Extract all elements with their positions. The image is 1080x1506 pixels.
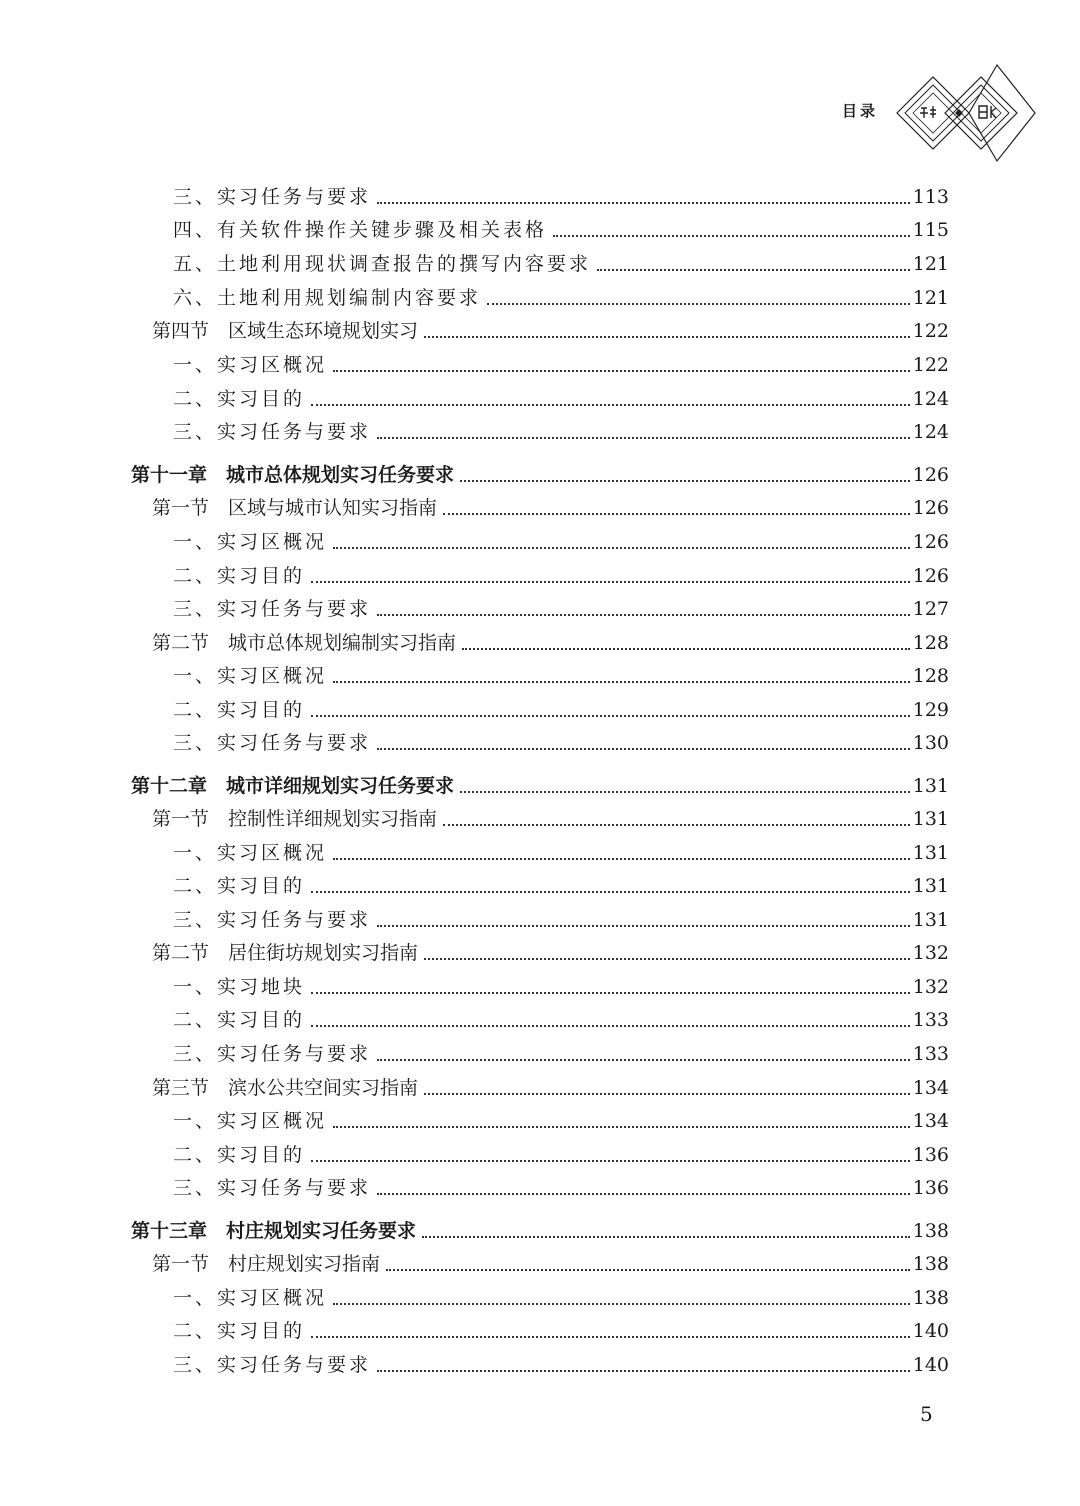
toc-entry-title: 一、实习地块 (173, 976, 306, 998)
toc-entry (0, 1249, 1080, 1279)
toc-entry-page: 126 (912, 464, 949, 486)
toc-entry-page: 140 (912, 1354, 949, 1376)
toc-entry-page: 121 (912, 253, 949, 275)
dot-leader (462, 648, 910, 650)
dot-leader (422, 1236, 910, 1238)
dot-leader (443, 824, 910, 826)
toc-entry (0, 1283, 1080, 1313)
toc-entry (0, 1005, 1080, 1035)
toc-entry (0, 871, 1080, 901)
toc-entry-title: 第四节 区域生态环境规划实习 (152, 320, 419, 342)
toc-entry (0, 695, 1080, 725)
toc-entry-title: 第一节 区域与城市认知实习指南 (152, 497, 438, 519)
toc-entry-page: 128 (912, 665, 949, 687)
toc-entry-page: 132 (912, 942, 949, 964)
toc-entry-page: 134 (912, 1077, 949, 1099)
toc-entry-title: 第十二章 城市详细规划实习任务要求 (131, 775, 455, 797)
dot-leader (424, 336, 910, 338)
toc-entry (0, 1140, 1080, 1170)
toc-entry-title: 三、实习任务与要求 (173, 421, 372, 443)
toc-entry-title: 第十一章 城市总体规划实习任务要求 (131, 464, 455, 486)
toc-entry (0, 1173, 1080, 1203)
toc-entry-title: 一、实习区概况 (173, 842, 328, 864)
toc-entry (0, 938, 1080, 968)
dot-leader (311, 581, 910, 583)
dot-leader (377, 202, 910, 204)
toc-entry-title: 一、实习区概况 (173, 1110, 328, 1132)
toc-entry-title: 二、实习目的 (173, 565, 306, 587)
toc-entry-title: 三、实习任务与要求 (173, 1177, 372, 1199)
toc-entry-title: 三、实习任务与要求 (173, 1354, 372, 1376)
toc-entry (0, 1350, 1080, 1380)
toc-entry-title: 三、实习任务与要求 (173, 1043, 372, 1065)
toc-entry (0, 384, 1080, 414)
toc-entry (0, 661, 1080, 691)
dot-leader (333, 681, 910, 683)
toc-entry-title: 二、实习目的 (173, 875, 306, 897)
toc-entry-title: 第二节 居住街坊规划实习指南 (152, 942, 419, 964)
dot-leader (377, 614, 910, 616)
toc-entry-title: 一、实习区概况 (173, 354, 328, 376)
toc-entry-title: 第二节 城市总体规划编制实习指南 (152, 632, 457, 654)
toc-entry-page: 126 (912, 531, 949, 553)
dot-leader (377, 925, 910, 927)
toc-entry-page: 136 (912, 1177, 949, 1199)
dot-leader (460, 480, 910, 482)
dot-leader (377, 1193, 910, 1195)
dot-leader (553, 235, 910, 237)
dot-leader (597, 269, 910, 271)
toc-entry-page: 138 (912, 1287, 949, 1309)
toc-entry (0, 905, 1080, 935)
toc-entry (0, 493, 1080, 523)
toc-entry-title: 一、实习区概况 (173, 531, 328, 553)
toc-entry-page: 131 (912, 842, 949, 864)
toc-entry-page: 126 (912, 565, 949, 587)
dot-leader (311, 1025, 910, 1027)
toc-entry (0, 249, 1080, 279)
toc-entry (0, 350, 1080, 380)
toc-entry (0, 1073, 1080, 1103)
toc-entry-title: 第一节 村庄规划实习指南 (152, 1253, 381, 1275)
toc-entry-page: 126 (912, 497, 949, 519)
toc-entry (0, 628, 1080, 658)
toc-entry-title: 四、有关软件操作关键步骤及相关表格 (173, 219, 548, 241)
toc-entry (0, 460, 1080, 490)
toc-entry-page: 133 (912, 1043, 949, 1065)
toc-entry (0, 561, 1080, 591)
toc-entry (0, 1316, 1080, 1346)
toc-entry (0, 316, 1080, 346)
toc-entry (0, 1039, 1080, 1069)
dot-leader (386, 1269, 910, 1271)
toc-entry-page: 134 (912, 1110, 949, 1132)
dot-leader (311, 1336, 910, 1338)
dot-leader (311, 1160, 910, 1162)
dot-leader (311, 992, 910, 994)
toc-entry (0, 182, 1080, 212)
toc-entry-page: 129 (912, 699, 949, 721)
running-header-label: 目录 (842, 102, 879, 120)
dot-leader (460, 791, 910, 793)
dot-leader (377, 437, 910, 439)
toc-entry-page: 133 (912, 1009, 949, 1031)
toc-entry-page: 122 (912, 354, 949, 376)
toc-entry-page: 132 (912, 976, 949, 998)
toc-entry-page: 138 (912, 1220, 949, 1242)
toc-entry-title: 六、土地利用规划编制内容要求 (173, 287, 482, 309)
toc-entry-title: 一、实习区概况 (173, 1287, 328, 1309)
toc-entry (0, 804, 1080, 834)
toc-entry-page: 131 (912, 875, 949, 897)
toc-entry-title: 三、实习任务与要求 (173, 186, 372, 208)
toc-entry (0, 771, 1080, 801)
dot-leader (333, 858, 910, 860)
toc-entry-title: 二、实习目的 (173, 1320, 306, 1342)
toc-entry (0, 728, 1080, 758)
toc-entry-page: 136 (912, 1144, 949, 1166)
dot-leader (424, 1093, 910, 1095)
toc-entry (0, 417, 1080, 447)
toc-entry-page: 140 (912, 1320, 949, 1342)
toc-entry-page: 131 (912, 775, 949, 797)
toc-entry (0, 215, 1080, 245)
toc-entry-page: 138 (912, 1253, 949, 1275)
toc-entry (0, 838, 1080, 868)
toc-entry-page: 124 (912, 388, 949, 410)
toc-entry (0, 594, 1080, 624)
toc-entry (0, 283, 1080, 313)
page-number: 5 (920, 1402, 933, 1426)
dot-leader (333, 370, 910, 372)
toc-entry-page: 121 (912, 287, 949, 309)
dot-leader (487, 303, 910, 305)
toc-entry-page: 127 (912, 598, 949, 620)
dot-leader (424, 958, 910, 960)
toc-entry-title: 二、实习目的 (173, 1009, 306, 1031)
toc-entry-page: 115 (912, 219, 949, 241)
toc-entry-title: 三、实习任务与要求 (173, 732, 372, 754)
dot-leader (311, 404, 910, 406)
toc-entry-title: 第十三章 村庄规划实习任务要求 (131, 1220, 417, 1242)
toc-entry-page: 122 (912, 320, 949, 342)
dot-leader (333, 1126, 910, 1128)
dot-leader (333, 1303, 910, 1305)
toc-entry-page: 128 (912, 632, 949, 654)
dot-leader (377, 1370, 910, 1372)
toc-entry-title: 二、实习目的 (173, 388, 306, 410)
toc-entry-title: 二、实习目的 (173, 699, 306, 721)
toc-entry (0, 972, 1080, 1002)
toc-entry-title: 三、实习任务与要求 (173, 909, 372, 931)
toc-entry-page: 130 (912, 732, 949, 754)
dot-leader (333, 547, 910, 549)
dot-leader (377, 1059, 910, 1061)
toc-entry-page: 131 (912, 808, 949, 830)
dot-leader (377, 748, 910, 750)
toc-entry-title: 五、土地利用现状调查报告的撰写内容要求 (173, 253, 592, 275)
dot-leader (311, 715, 910, 717)
toc-entry (0, 1216, 1080, 1246)
toc-entry-title: 第一节 控制性详细规划实习指南 (152, 808, 438, 830)
toc-entry-title: 二、实习目的 (173, 1144, 306, 1166)
toc-entry-page: 113 (912, 186, 949, 208)
toc-entry-title: 一、实习区概况 (173, 665, 328, 687)
toc-entry-title: 三、实习任务与要求 (173, 598, 372, 620)
toc-entry-title: 第三节 滨水公共空间实习指南 (152, 1077, 419, 1099)
toc-entry-page: 124 (912, 421, 949, 443)
dot-leader (311, 891, 910, 893)
toc-entry (0, 527, 1080, 557)
toc-entry-page: 131 (912, 909, 949, 931)
dot-leader (443, 513, 910, 515)
toc-entry (0, 1106, 1080, 1136)
